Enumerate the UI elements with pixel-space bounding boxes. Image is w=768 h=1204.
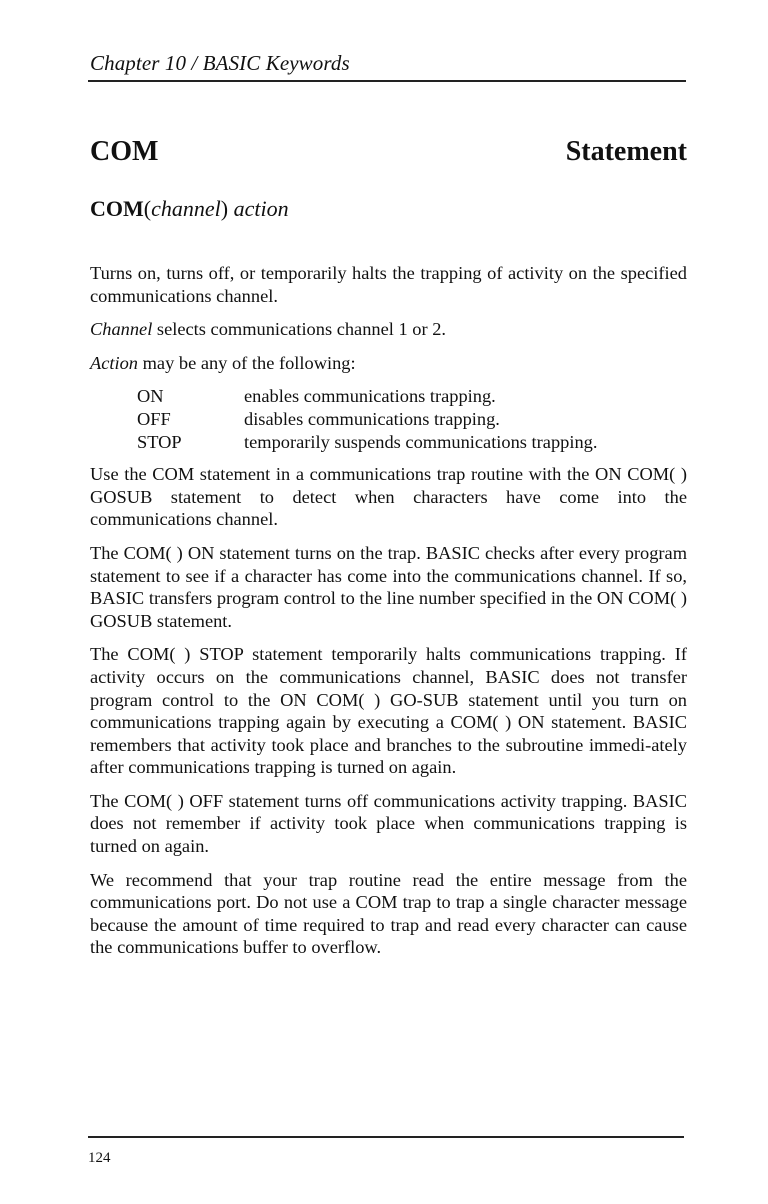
header-rule [88, 80, 686, 82]
action-description: temporarily suspends communications trapping. [244, 431, 598, 452]
intro-paragraph: Turns on, turns off, or temporarily halts the trapping of activity on the specified communications channel. [90, 263, 687, 306]
channel-term: Channel [90, 319, 153, 340]
action-name: STOP [137, 431, 182, 452]
body-paragraph: The COM( ) ON statement turns on the trap. BASIC checks after every program statement to see if a character has come into the communications channel. If so, BASIC transfers program control to the line number specified in the ON COM( ) GOSUB statement. [90, 542, 687, 631]
action-paragraph [90, 352, 687, 375]
page-number: 124 [88, 1150, 111, 1166]
body-text [90, 262, 687, 970]
action-text: may be any of the following: [138, 352, 356, 373]
action-term: Action [90, 352, 139, 373]
keyword-heading [90, 136, 687, 168]
syntax-line [90, 196, 289, 222]
channel-paragraph [90, 318, 687, 341]
syntax-keyword: COM [90, 196, 144, 221]
keyword-name: COM [90, 136, 159, 167]
keyword-type: Statement [565, 136, 687, 167]
body-paragraph: Use the COM statement in a communications trap routine with the ON COM( ) GOSUB statement to detect when characters have come into the communications channel. [90, 464, 687, 530]
running-head: Chapter 10 / BASIC Keywords [90, 51, 350, 75]
channel-text: selects communications channel 1 or 2. [152, 319, 446, 340]
body-paragraph: The COM( ) OFF statement turns off communications activity trapping. BASIC does not remember if activity took place when communications trapping is turned on again. [90, 790, 687, 857]
action-row [137, 408, 687, 431]
action-description: disables communications trapping. [244, 408, 500, 429]
footer-rule [88, 1136, 684, 1138]
body-paragraph: We recommend that your trap routine read the entire message from the communications port. Do not use a COM trap to trap a single character message because the amount of time required to trap and read every character can cause the communications buffer to overflow. [90, 869, 687, 958]
action-description: enables communications trapping. [244, 386, 496, 407]
syntax-open-paren: ( [143, 196, 152, 221]
action-row [137, 431, 687, 454]
action-name: OFF [137, 408, 171, 429]
action-row [137, 385, 687, 408]
syntax-close-paren: ) [220, 196, 229, 221]
action-name: ON [137, 386, 164, 407]
action-list [137, 385, 687, 453]
syntax-action: action [233, 196, 289, 221]
syntax-argument: channel [151, 196, 221, 221]
body-paragraph: The COM( ) STOP statement temporarily halts communications trapping. If activity occurs on the communications channel, BASIC does not transfer program control to the ON COM( ) GO-SUB statement until you turn on communications trapping again by executing a COM( ) ON statement. BASIC remembers that activity took place and branches to the subroutine immedi-ately after communications trapping is turned on again. [90, 644, 687, 778]
